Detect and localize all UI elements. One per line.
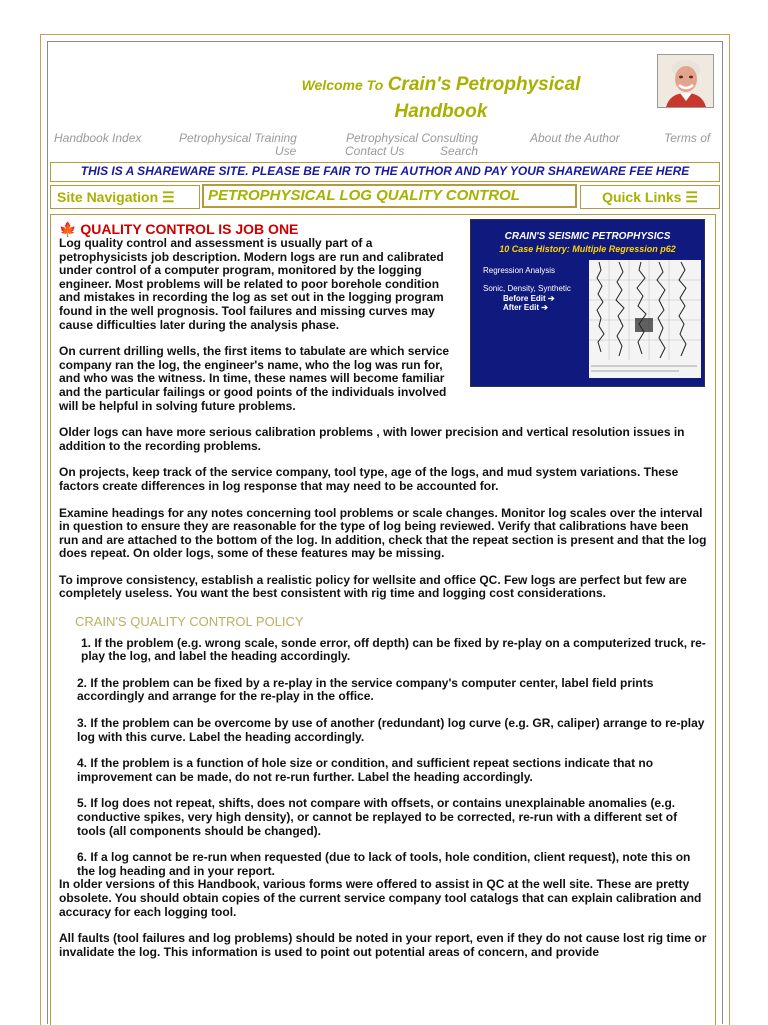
maple-leaf-icon: 🍁 xyxy=(59,221,77,237)
content-frame xyxy=(50,214,716,1025)
author-photo xyxy=(657,54,714,108)
paragraph-headings: Examine headings for any notes concerning tool problems or scale changes. Monitor log scales over the interval in question to ensure they are reasonable for the type of log being reviewed. Verify that calibrations have been run and are attached to the bottom of the log. In addition, check that the repeat section is present and that the log does repeat. On older logs, some of these features may be missing. xyxy=(59,505,707,561)
main-content xyxy=(59,221,709,972)
paragraph-intro: Log quality control and assessment is usually part of a petrophysicists job description. Modern logs are run and calibrated under control of a computer program, monitored by the logging engineer. Most problems will be related to poor borehole condition and mistakes in recording the log as set out in the logging program found in the well prognosis. Tool failures and missing curves may cause difficulties later during the analysis phase. xyxy=(59,236,444,332)
site-title xyxy=(276,72,606,126)
page-title: PETROPHYSICAL LOG QUALITY CONTROL xyxy=(202,184,577,208)
nav-petrophysical-consulting[interactable]: Petrophysical Consulting xyxy=(346,131,479,145)
seismic-image-title: CRAIN'S SEISMIC PETROPHYSICS xyxy=(504,231,671,242)
page-inner-frame xyxy=(47,41,723,1024)
seismic-petrophysics-image[interactable] xyxy=(470,219,705,387)
seismic-image-line2: Sonic, Density, Synthetic xyxy=(483,284,571,293)
title-petrophysical: Petrophysical xyxy=(455,74,581,95)
nav-about-author[interactable]: About the Author xyxy=(530,131,620,145)
site-navigation-menu[interactable]: Site Navigation ☰ xyxy=(50,185,200,209)
title-crains: Crain's xyxy=(387,74,452,95)
seismic-log-plot xyxy=(589,260,701,378)
nav-handbook-index[interactable]: Handbook Index xyxy=(54,131,142,145)
seismic-image-line1: Regression Analysis xyxy=(483,266,556,275)
paragraph-older-versions: In older versions of this Handbook, various forms were offered to assist in QC at the well site. These are pretty obsolete. You should obtain copies of the current service company tool catalogs that can explain calibration and accuracy for each logging tool. xyxy=(59,877,702,919)
nav-contact-us[interactable]: Contact Us xyxy=(345,144,405,158)
policy-item-1: 1. If the problem (e.g. wrong scale, sonde error, off depth) can be fixed by re-play on a computerized truck, re-play the log, and label the heading accordingly. xyxy=(81,635,706,664)
title-handbook: Handbook xyxy=(394,101,488,122)
policy-item-3: 3. If the problem can be overcome by use of another (redundant) log curve (e.g. GR, caliper) arrange to re-play log with this curve. Label the heading accordingly. xyxy=(77,716,705,744)
paragraph-all-faults: All faults (tool failures and log problems) should be noted in your report, even if they do not cause lost rig time or invalidate the log. This information is used to point out potential areas of concern, and provide xyxy=(59,931,707,959)
policy-item-6: 6. If a log cannot be re-run when requested (due to lack of tools, hole condition, client request), note this on the log heading and in your report. xyxy=(77,850,691,878)
policy-item-5: 5. If log does not repeat, shifts, does not compare with offsets, or contains unexplainable anomalies (e.g. conductive spikes, very high density), or cannot be replayed to be corrected, re-run with a different set of tools (all components should be changed). xyxy=(77,796,678,838)
paragraph-older-logs: Older logs can have more serious calibration problems , with lower precision and vertical resolution issues in addition to the recording problems. xyxy=(59,425,685,453)
title-welcome: Welcome To xyxy=(301,77,384,93)
seismic-image-line3: Before Edit ➔ xyxy=(503,294,555,303)
quick-links-menu[interactable]: Quick Links ☰ xyxy=(580,185,720,209)
seismic-image-line4: After Edit ➔ xyxy=(503,303,548,312)
shareware-notice[interactable]: THIS IS A SHAREWARE SITE. PLEASE BE FAIR TO THE AUTHOR AND PAY YOUR SHAREWARE FEE HERE xyxy=(50,162,720,182)
seismic-image-subtitle: 10 Case History: Multiple Regression p62 xyxy=(499,244,676,254)
section-heading-text: QUALITY CONTROL IS JOB ONE xyxy=(80,221,299,237)
nav-bar xyxy=(50,185,718,209)
policy-item-4: 4. If the problem is a function of hole size or condition, and sufficient repeat sections indicate that no improvement can be made, do not re-run further. Label the heading accordingly. xyxy=(77,756,654,784)
nav-petrophysical-training[interactable]: Petrophysical Training xyxy=(179,131,297,145)
top-nav-links xyxy=(48,132,722,162)
policy-title: CRAIN'S QUALITY CONTROL POLICY xyxy=(75,614,304,630)
paragraph-consistency: To improve consistency, establish a realistic policy for wellsite and office QC. Few logs are perfect but few are completely useless. You want the best consistent with rig time and logging cost considerations. xyxy=(59,572,687,601)
nav-search[interactable]: Search xyxy=(440,144,479,158)
nav-terms-of-use-line1[interactable]: Terms of xyxy=(664,131,711,145)
page-frame xyxy=(40,34,730,1025)
nav-terms-of-use-line2[interactable]: Use xyxy=(275,144,297,158)
policy-item-2: 2. If the problem can be fixed by a re-play in the service company's computer center, label field prints accordingly and arrange for the re-play in the office. xyxy=(77,675,654,704)
paragraph-projects: On projects, keep track of the service company, tool type, age of the logs, and mud system variations. These factors create differences in log response that may need to be accounted for. xyxy=(59,465,679,493)
paragraph-current-wells: On current drilling wells, the first items to tabulate are which service company ran the log, the engineer's name, who the log was run for, and who was the witness. In time, these names will become familiar and the particular failings or good points of the individuals involved will be helpful in solving future problems. xyxy=(59,344,450,413)
